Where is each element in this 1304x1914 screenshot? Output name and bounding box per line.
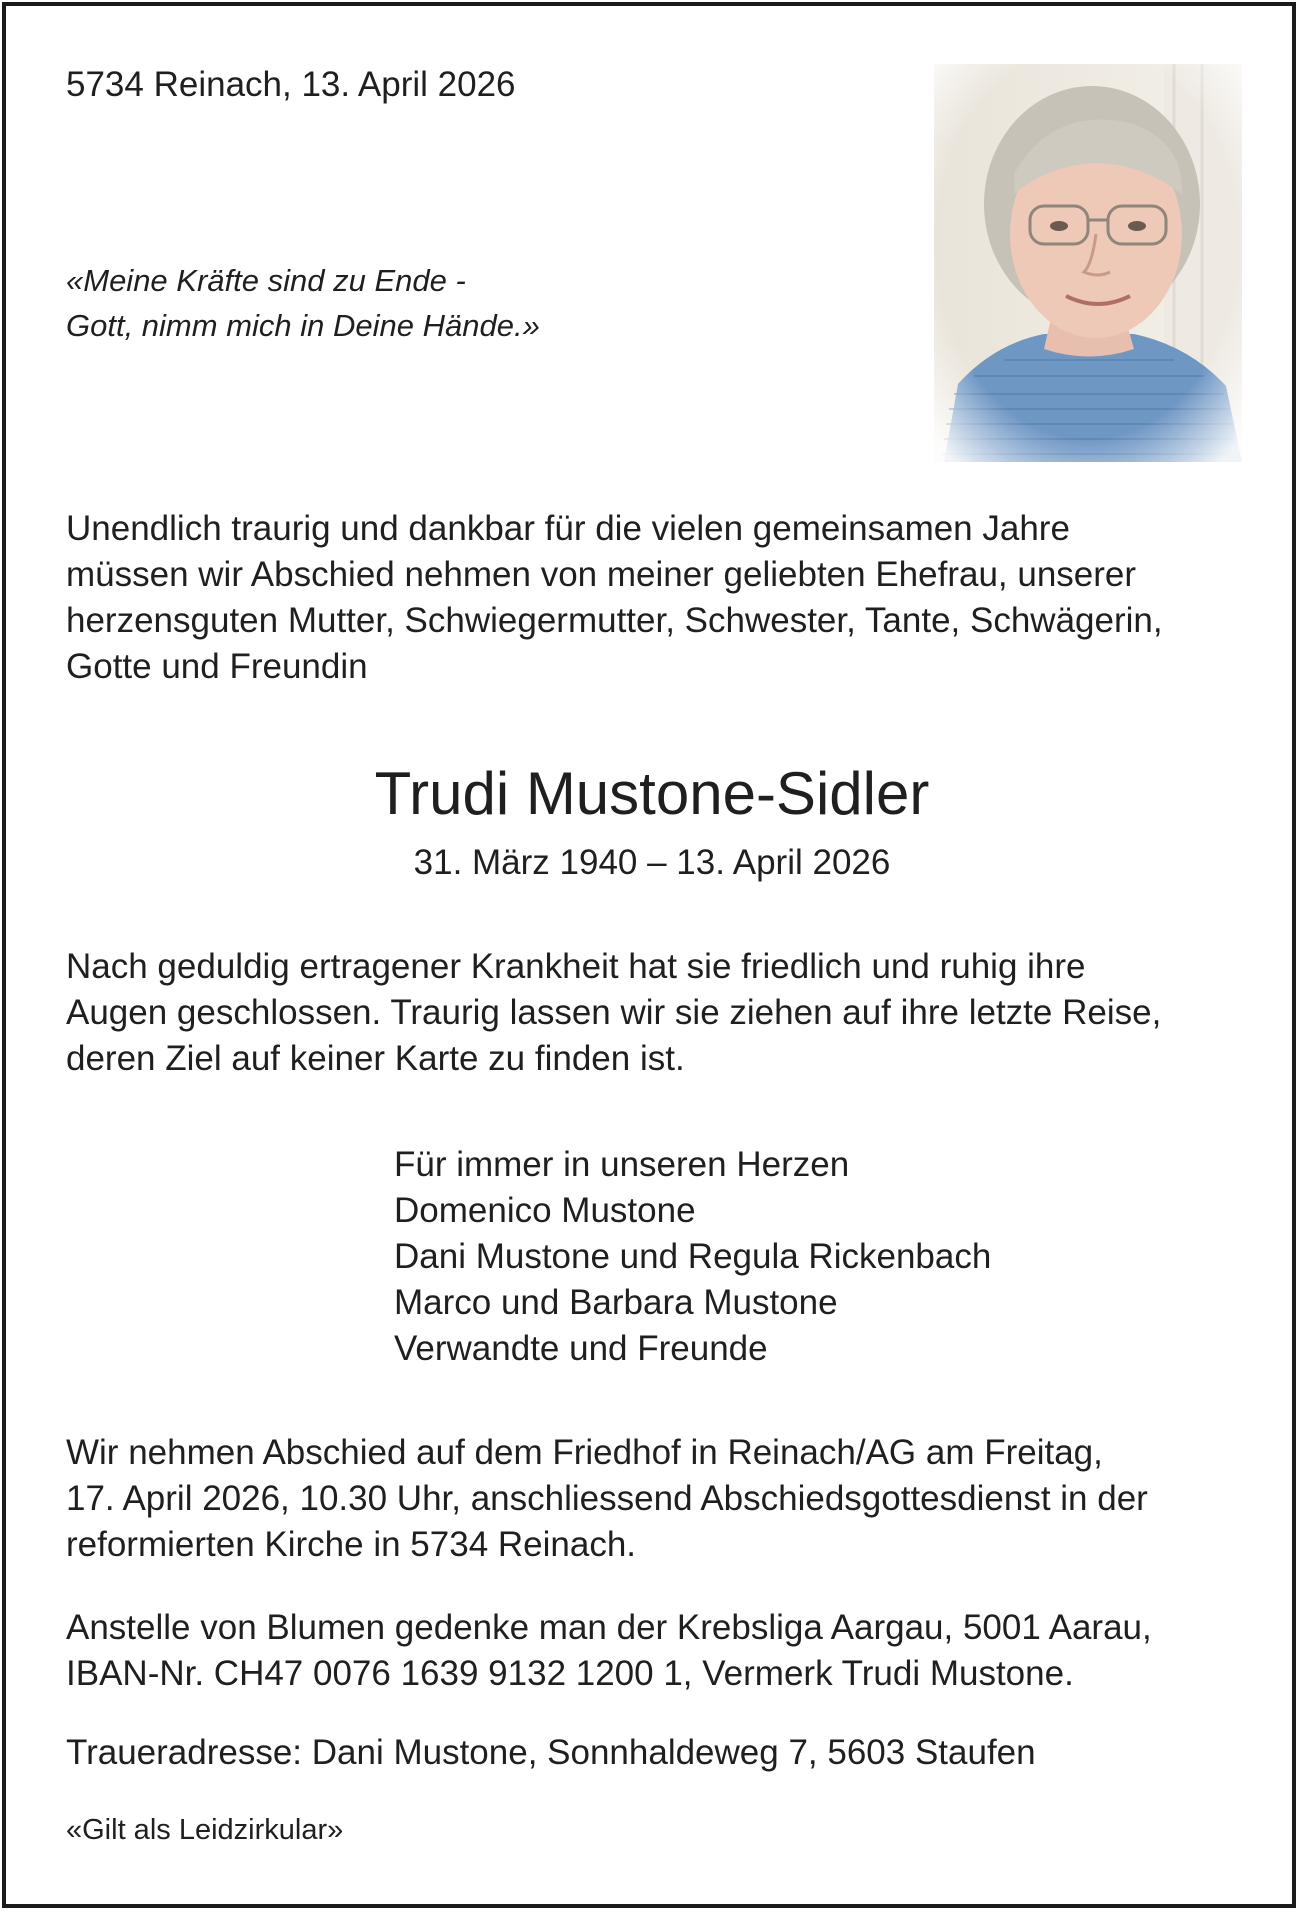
deceased-name: Trudi Mustone-Sidler [374,760,930,827]
mourner-line: Dani Mustone und Regula Rickenbach [394,1237,992,1276]
illness-line-2: Augen geschlossen. Traurig lassen wir sie ziehen auf ihre letzte Reise, [66,993,1162,1032]
mourner-line: Für immer in unseren Herzen [394,1145,850,1184]
illness-line-3: deren Ziel auf keiner Karte zu finden ist. [66,1039,685,1078]
mourners-list [394,1142,991,1372]
funeral-line-1: Wir nehmen Abschied auf dem Friedhof in Reinach/AG am Freitag, [66,1433,1103,1472]
donation-paragraph [66,1605,1256,1697]
intro-paragraph [66,506,1246,690]
mourner-line: Domenico Mustone [394,1191,696,1230]
illness-paragraph [66,944,1246,1082]
intro-line-3: herzensguten Mutter, Schwiegermutter, Schwester, Tante, Schwägerin, [66,601,1163,640]
funeral-line-2: 17. April 2026, 10.30 Uhr, anschliessend Abschiedsgottesdienst in der [66,1479,1148,1518]
funeral-paragraph [66,1430,1256,1568]
mourning-address: Traueradresse: Dani Mustone, Sonnhaldeweg 7, 5603 Staufen [66,1733,1036,1772]
life-dates: 31. März 1940 – 13. April 2026 [413,843,891,882]
motto-quote [66,258,540,348]
intro-line-4: Gotte und Freundin [66,647,368,686]
donation-line-1: Anstelle von Blumen gedenke man der Krebsliga Aargau, 5001 Aarau, [66,1608,1152,1647]
portrait-photo [934,64,1242,462]
circular-note: «Gilt als Leidzirkular» [66,1814,344,1846]
motto-line-1: «Meine Kräfte sind zu Ende - [66,263,466,298]
place-date: 5734 Reinach, 13. April 2026 [66,65,516,104]
mourner-line: Marco und Barbara Mustone [394,1283,838,1322]
funeral-line-3: reformierten Kirche in 5734 Reinach. [66,1525,637,1564]
intro-line-2: müssen wir Abschied nehmen von meiner geliebten Ehefrau, unserer [66,555,1137,594]
donation-line-2: IBAN-Nr. CH47 0076 1639 9132 1200 1, Vermerk Trudi Mustone. [66,1654,1074,1693]
mourner-line: Verwandte und Freunde [394,1329,768,1368]
illness-line-1: Nach geduldig ertragener Krankheit hat sie friedlich und ruhig ihre [66,947,1086,986]
intro-line-1: Unendlich traurig und dankbar für die vielen gemeinsamen Jahre [66,509,1070,548]
motto-line-2: Gott, nimm mich in Deine Hände.» [66,308,540,343]
